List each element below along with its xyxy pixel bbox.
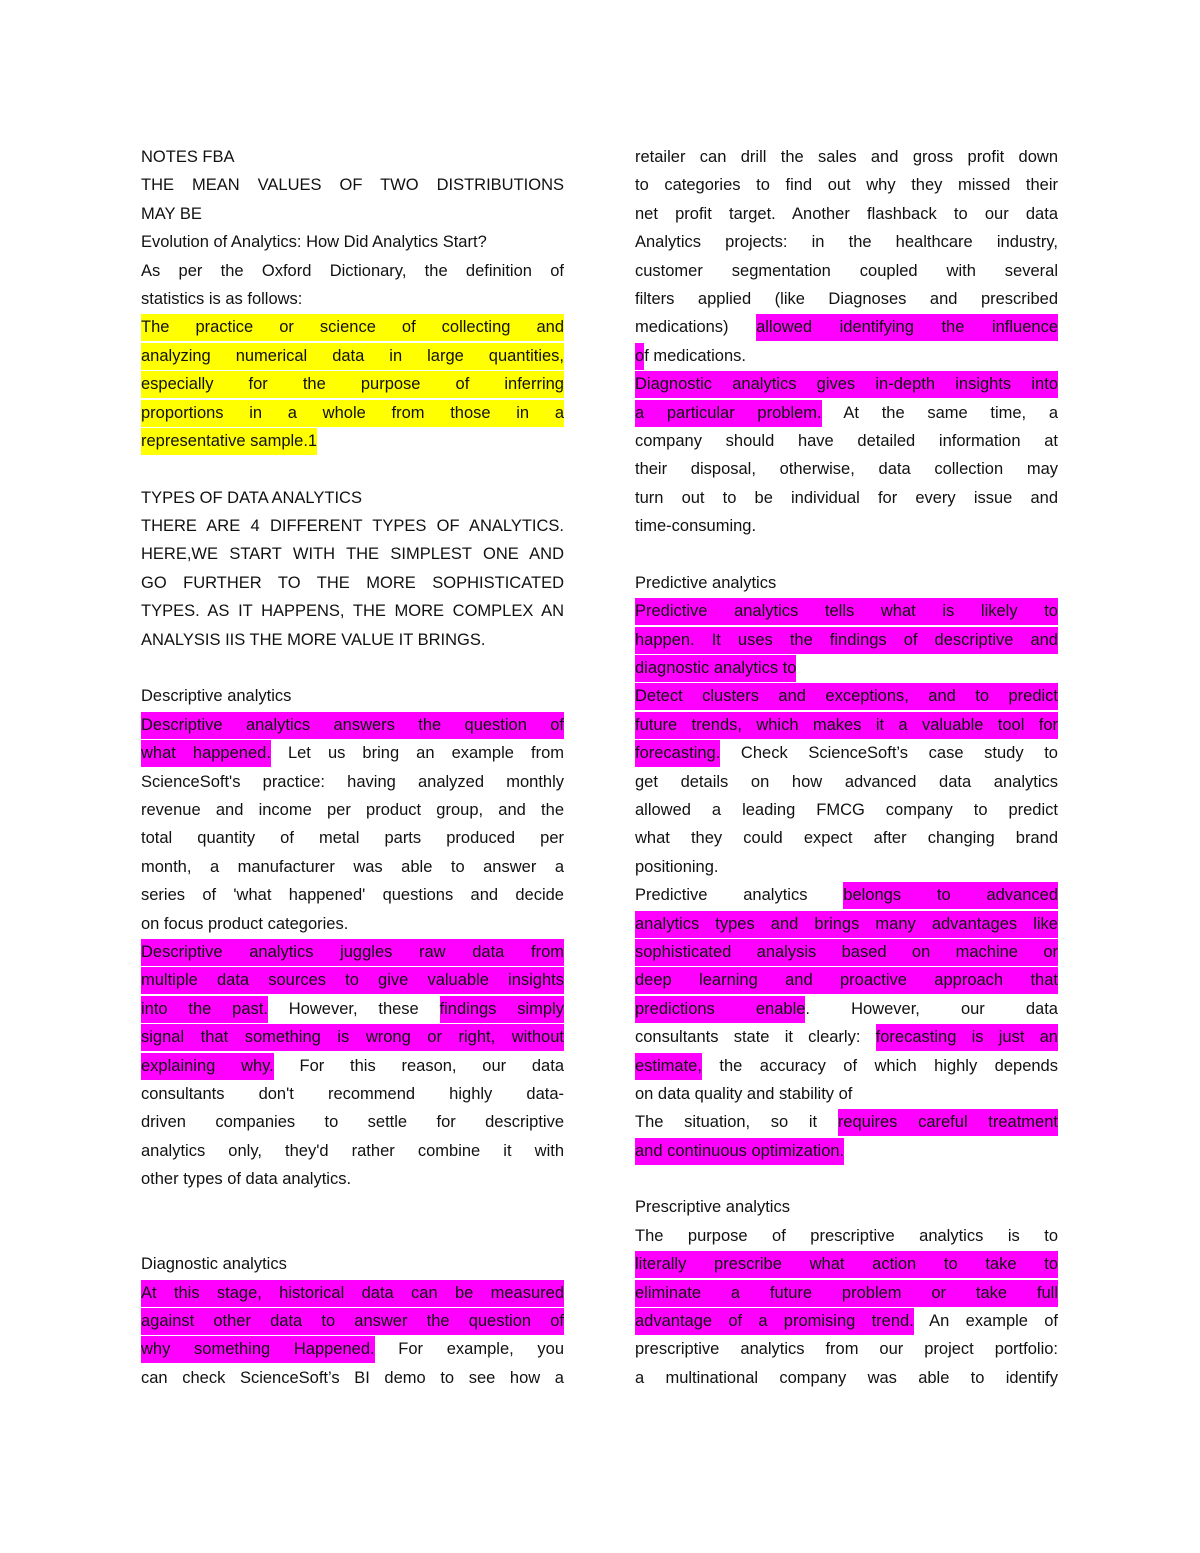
text-segment: get details on how advanced data analytics [635, 772, 1058, 791]
magenta-highlight-text: estimate, [635, 1053, 702, 1080]
text-line [141, 711, 564, 739]
text-segment: f medications. [644, 346, 746, 365]
text-line [141, 200, 564, 228]
text-line [635, 228, 1058, 256]
text-line [141, 370, 564, 398]
text-line [635, 1364, 1058, 1392]
text-line [141, 427, 564, 455]
magenta-highlight-text: analytics types and brings many advantages like [635, 911, 1058, 938]
text-line [635, 455, 1058, 483]
text-segment: At the same time, a [821, 403, 1058, 422]
text-segment: HERE,WE START WITH THE SIMPLEST ONE AND [141, 545, 564, 564]
text-line [635, 853, 1058, 881]
text-segment: time-consuming. [635, 517, 757, 536]
magenta-highlight-text: At this stage, historical data can be measured [141, 1280, 564, 1307]
text-line [635, 171, 1058, 199]
text-segment: Let us bring an example from [270, 744, 564, 763]
text-segment: The situation, so it [635, 1113, 838, 1132]
text-segment: analytics only, they'd rather combine it with [141, 1141, 564, 1160]
magenta-highlight-text: predictions enable [635, 996, 805, 1023]
magenta-highlight-text: advantage of a promising trend. [635, 1308, 914, 1335]
text-line [635, 399, 1058, 427]
text-line [141, 1108, 564, 1136]
right-column [635, 143, 1058, 1392]
text-segment: total quantity of metal parts produced per [141, 829, 564, 848]
text-line [141, 484, 564, 512]
text-segment: what they could expect after changing brand [635, 829, 1058, 848]
text-segment: The purpose of prescriptive analytics is to [635, 1226, 1058, 1245]
text-line [141, 938, 564, 966]
text-line [635, 768, 1058, 796]
text-segment: Check ScienceSoft’s case study to [720, 744, 1058, 763]
text-line [635, 966, 1058, 994]
magenta-highlight-text: and continuous optimization. [635, 1138, 844, 1165]
text-line [141, 910, 564, 938]
text-segment: the accuracy of which highly depends [701, 1056, 1058, 1075]
text-segment: NOTES FBA [141, 148, 235, 166]
text-line [635, 484, 1058, 512]
yellow-highlight-text: representative sample.1 [141, 428, 317, 455]
text-line [635, 938, 1058, 966]
text-line [141, 1052, 564, 1080]
text-line [141, 171, 564, 199]
text-line [635, 313, 1058, 341]
text-line [635, 654, 1058, 682]
text-line [635, 569, 1058, 597]
text-line [141, 966, 564, 994]
text-segment: MAY BE [141, 204, 202, 223]
magenta-highlight-text: requires careful treatment [838, 1109, 1058, 1136]
blank-line [635, 540, 1058, 568]
text-segment: on data quality and stability of [635, 1084, 853, 1103]
magenta-highlight-text: o [635, 343, 644, 370]
text-line [141, 512, 564, 540]
text-line [141, 569, 564, 597]
magenta-highlight-text: deep learning and proactive approach that [635, 967, 1058, 994]
magenta-highlight-text: Diagnostic analytics gives in-depth insights into [635, 371, 1058, 398]
left-column [141, 143, 564, 1392]
text-segment: Descriptive analytics [141, 687, 292, 706]
magenta-highlight-text: Descriptive analytics juggles raw data from [141, 939, 564, 966]
text-line [141, 824, 564, 852]
text-segment: Predictive analytics [635, 886, 844, 905]
text-segment: An example of [913, 1312, 1058, 1331]
magenta-highlight-text: literally prescribe what action to take to [635, 1251, 1058, 1278]
text-line [141, 1080, 564, 1108]
text-segment: month, a manufacturer was able to answer a [141, 857, 564, 876]
text-line [141, 1137, 564, 1165]
magenta-highlight-text: what happened. [141, 740, 271, 767]
magenta-highlight-text: forecasting. [635, 740, 720, 767]
text-line [141, 597, 564, 625]
text-line [635, 711, 1058, 739]
text-line [141, 1165, 564, 1193]
text-line [141, 995, 564, 1023]
text-segment: consultants don't recommend highly data- [141, 1084, 564, 1103]
magenta-highlight-text: Predictive analytics tells what is likely to [635, 598, 1058, 625]
magenta-highlight-text: into the past. [141, 996, 268, 1023]
text-segment: Prescriptive analytics [635, 1198, 790, 1217]
text-segment: prescriptive analytics from our project portfolio: [635, 1340, 1058, 1359]
text-segment: Predictive analytics [635, 573, 777, 592]
magenta-highlight-text: against other data to answer the question of [141, 1308, 564, 1335]
magenta-highlight-text: forecasting is just an [876, 1024, 1058, 1051]
text-line [635, 1193, 1058, 1221]
magenta-highlight-text: multiple data sources to give valuable insights [141, 967, 564, 994]
yellow-highlight-text: especially for the purpose of inferring [141, 371, 564, 398]
blank-line [141, 455, 564, 483]
text-segment: For this reason, our data [273, 1056, 564, 1075]
text-segment: TYPES OF DATA ANALYTICS [141, 488, 362, 507]
text-line [635, 739, 1058, 767]
text-segment: company should have detailed information at [635, 431, 1058, 450]
text-line [141, 682, 564, 710]
text-line [141, 285, 564, 313]
text-segment: ANALYSIS IIS THE MORE VALUE IT BRINGS. [141, 630, 486, 649]
text-segment: ScienceSoft's practice: having analyzed monthly [141, 772, 564, 791]
text-line [635, 1052, 1058, 1080]
text-line [635, 910, 1058, 938]
text-line [635, 285, 1058, 313]
text-segment: retailer can drill the sales and gross profit down [635, 148, 1058, 166]
magenta-highlight-text: diagnostic analytics to [635, 655, 796, 682]
text-line [635, 257, 1058, 285]
text-segment: a multinational company was able to identify [635, 1368, 1058, 1387]
text-segment: to categories to find out why they missed their [635, 176, 1058, 195]
text-line [635, 143, 1058, 171]
text-segment: filters applied (like Diagnoses and prescribed [635, 289, 1058, 308]
text-line [635, 370, 1058, 398]
text-segment: positioning. [635, 857, 719, 876]
text-line [141, 881, 564, 909]
text-segment: Analytics projects: in the healthcare industry, [635, 233, 1058, 252]
text-line [635, 1108, 1058, 1136]
text-line [635, 626, 1058, 654]
text-segment: revenue and income per product group, and the [141, 800, 564, 819]
blank-line [141, 1193, 564, 1221]
text-line [635, 796, 1058, 824]
text-line [635, 1250, 1058, 1278]
magenta-highlight-text: signal that something is wrong or right, without [141, 1024, 564, 1051]
text-line [635, 682, 1058, 710]
magenta-highlight-text: sophisticated analysis based on machine or [635, 939, 1058, 966]
text-line [141, 540, 564, 568]
text-line [635, 995, 1058, 1023]
text-line [635, 1307, 1058, 1335]
text-segment: For example, you [374, 1340, 564, 1359]
text-line [141, 739, 564, 767]
text-line [141, 626, 564, 654]
magenta-highlight-text: allowed identifying the influence [756, 314, 1058, 341]
text-line [141, 257, 564, 285]
magenta-highlight-text: belongs to advanced [843, 882, 1058, 909]
magenta-highlight-text: a particular problem. [635, 400, 822, 427]
text-line [141, 1307, 564, 1335]
text-line [141, 342, 564, 370]
yellow-highlight-text: The practice or science of collecting and [141, 314, 564, 341]
text-segment: medications) [635, 318, 757, 337]
magenta-highlight-text: Detect clusters and exceptions, and to predict [635, 683, 1058, 710]
text-line [141, 399, 564, 427]
text-segment: turn out to be individual for every issue and [635, 488, 1058, 507]
blank-line [635, 1165, 1058, 1193]
text-segment: TYPES. AS IT HAPPENS, THE MORE COMPLEX AN [141, 602, 564, 621]
text-line [635, 1279, 1058, 1307]
text-segment: GO FURTHER TO THE MORE SOPHISTICATED [141, 573, 564, 592]
magenta-highlight-text: why something Happened. [141, 1336, 375, 1363]
text-segment: allowed a leading FMCG company to predict [635, 800, 1058, 819]
text-segment: on focus product categories. [141, 914, 349, 933]
text-line [141, 143, 564, 171]
text-segment: THERE ARE 4 DIFFERENT TYPES OF ANALYTICS. [141, 517, 564, 536]
text-line [635, 881, 1058, 909]
text-segment: can check ScienceSoft’s BI demo to see how a [141, 1368, 564, 1387]
text-line [635, 824, 1058, 852]
text-segment: customer segmentation coupled with several [635, 261, 1058, 280]
text-line [141, 796, 564, 824]
text-segment: Diagnostic analytics [141, 1255, 287, 1274]
blank-line [141, 654, 564, 682]
text-segment: As per the Oxford Dictionary, the definition of [141, 261, 564, 280]
text-line [635, 427, 1058, 455]
text-segment: driven companies to settle for descriptive [141, 1113, 564, 1132]
text-segment: THE MEAN VALUES OF TWO DISTRIBUTIONS [141, 176, 564, 195]
text-segment: other types of data analytics. [141, 1170, 352, 1189]
text-line [635, 200, 1058, 228]
text-line [141, 228, 564, 256]
text-line [141, 1250, 564, 1278]
text-line [141, 1364, 564, 1392]
text-line [635, 1335, 1058, 1363]
yellow-highlight-text: proportions in a whole from those in a [141, 400, 564, 427]
magenta-highlight-text: eliminate a future problem or take full [635, 1280, 1058, 1307]
text-segment: series of 'what happened' questions and decide [141, 886, 564, 905]
blank-line [141, 1222, 564, 1250]
magenta-highlight-text: findings simply [440, 996, 564, 1023]
text-segment: their disposal, otherwise, data collection may [635, 460, 1058, 479]
text-line [141, 1023, 564, 1051]
text-line [141, 313, 564, 341]
text-segment: net profit target. Another flashback to our data [635, 204, 1058, 223]
text-segment: . However, our data [805, 999, 1058, 1018]
text-line [141, 768, 564, 796]
text-line [635, 512, 1058, 540]
magenta-highlight-text: future trends, which makes it a valuable tool for [635, 712, 1058, 739]
text-line [635, 1023, 1058, 1051]
magenta-highlight-text: Descriptive analytics answers the question of [141, 712, 564, 739]
text-segment: Evolution of Analytics: How Did Analytics Start? [141, 233, 487, 252]
magenta-highlight-text: explaining why. [141, 1053, 274, 1080]
text-line [635, 1080, 1058, 1108]
text-line [141, 1335, 564, 1363]
text-line [141, 1279, 564, 1307]
text-line [141, 853, 564, 881]
yellow-highlight-text: analyzing numerical data in large quantities, [141, 343, 564, 370]
text-line [635, 1137, 1058, 1165]
text-segment: consultants state it clearly: [635, 1028, 876, 1047]
text-line [635, 342, 1058, 370]
text-segment: However, these [267, 999, 440, 1018]
magenta-highlight-text: happen. It uses the findings of descriptive and [635, 627, 1058, 654]
text-line [635, 1222, 1058, 1250]
text-segment: statistics is as follows: [141, 289, 303, 308]
text-line [635, 597, 1058, 625]
